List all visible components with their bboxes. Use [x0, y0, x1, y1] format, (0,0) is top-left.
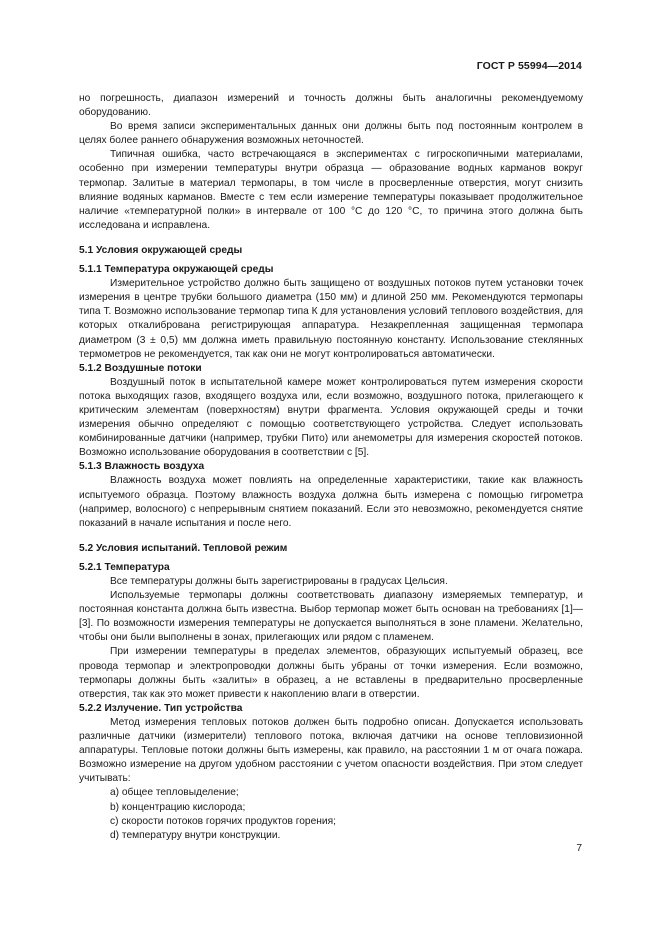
section-5-2-2-text: Метод измерения тепловых потоков должен быть подробно описан. Допускается использовать различные датчики (измерители) теплового потока, включая датчики на основе тепловизионной аппаратуры. Тепловые потоки должны быть измерены, как правило, на расстоянии 1 м от очага пожара. Возможно измерение на другом удобном расстоянии с учетом опасности воздействия. При этом следует учитывать:	[79, 716, 583, 785]
section-5-2-heading: 5.2 Условия испытаний. Тепловой режим	[79, 542, 288, 554]
section-5-2-1-paragraph-2: Используемые термопары должны соответствовать диапазону измеряемых температур, и постоянная константа должна быть известна. Выбор термопар может быть основан на требованиях [1]—[3]. По возможности измерения температуры не допускается выполняться в зоне пламени. Желательно, чтобы они были выполнены в зонах, прилегающих или рядом с пламенем.	[79, 590, 583, 644]
section-5-1-1-heading: 5.1.1 Температура окружающей среды	[79, 264, 274, 276]
section-5-2-1-paragraph-3: При измерении температуры в пределах элементов, образующих испытуемый образец, все провода термопар и электропроводки должны быть убраны от точки измерения. Если возможно, термопары должны быть «залиты» в образец, а не вставлены в предварительно просверленные отверстия, так как это может привести к накоплению влаги в отверстии.	[79, 646, 583, 700]
section-5-1-3-heading: 5.1.3 Влажность воздуха	[79, 461, 205, 473]
section-5-1-1-text: Измерительное устройство должно быть защищено от воздушных потоков путем установки точек измерения в центре трубки большого диаметра (150 мм) и длиной 250 мм. Рекомендуются термопары типа Т. Возможно использование термопар типа К для установления условий теплового воздействия, для которых откалибрована регистрирующая аппаратура. Незакрепленная защищенная термопара диаметром (3 ± 0,5) мм должна иметь правильную постоянную константу. Использование стеклянных термометров не рекомендуется, так как они не могут контролироваться автоматически.	[79, 278, 583, 360]
list-item: d) температуру внутри конструкции.	[110, 829, 281, 841]
section-5-1-2-text: Воздушный поток в испытательной камере может контролироваться путем измерения скорости потока выходящих газов, входящего воздуха или, если возможно, воздушного потока, прилегающего к критическим элементам (поверхностям) внутри фрагмента. Условия окружающей среды и точки измерения обычно определяют с помощью соответствующего устройства. Следует использовать комбинированные датчики (например, трубки Пито) или анемометры для измерения скоростей потоков. Возможно использование оборудования в соответствии с [5].	[79, 376, 583, 459]
section-5-1-2-heading: 5.1.2 Воздушные потоки	[79, 362, 202, 374]
list-item: с) скорости потоков горячих продуктов горения;	[110, 815, 336, 827]
intro-paragraph-3: Типичная ошибка, часто встречающаяся в экспериментах с гигроскопичными материалами, особенно при измерении температуры внутри образца — образование водных карманов вокруг термопар. Залитые в материал термопары, в том числе в просверленные отверстия, могут снизить влияние водяных карманов. Вместе с тем если измерение температуры показывает продолжительное наличие «температурной полки» в интервале от 100 °С до 120 °С, то причина этого должна быть исследована и исправлена.	[79, 149, 583, 231]
section-5-2-2-heading: 5.2.2 Излучение. Тип устройства	[79, 702, 243, 714]
section-5-1-3-text: Влажность воздуха может повлиять на определенные характеристики, такие как влажность испытуемого образца. Поэтому влажность воздуха должна быть измерена с помощью гигрометра (например, волосного) с непрерывным снятием показаний. Если это невозможно, рекомендуется снятие показаний в начале испытания и после него.	[79, 475, 583, 529]
intro-paragraph-2: Во время записи экспериментальных данных они должны быть под постоянным контролем в целях более раннего обнаружения возможных неточностей.	[79, 121, 583, 147]
page-number: 7	[576, 843, 582, 854]
section-5-2-1-paragraph-1: Все температуры должны быть зарегистрированы в градусах Цельсия.	[110, 576, 448, 587]
intro-paragraph-1: но погрешность, диапазон измерений и точность должны быть аналогичны рекомендуемому оборудованию.	[79, 93, 583, 119]
section-5-2-1-heading: 5.2.1 Температура	[79, 561, 170, 573]
section-5-1-heading: 5.1 Условия окружающей среды	[79, 244, 243, 256]
list-item: а) общее тепловыделение;	[110, 787, 239, 799]
list-item: b) концентрацию кислорода;	[110, 801, 246, 813]
page-body	[79, 92, 583, 843]
standard-designation: ГОСТ Р 55994—2014	[476, 60, 582, 72]
